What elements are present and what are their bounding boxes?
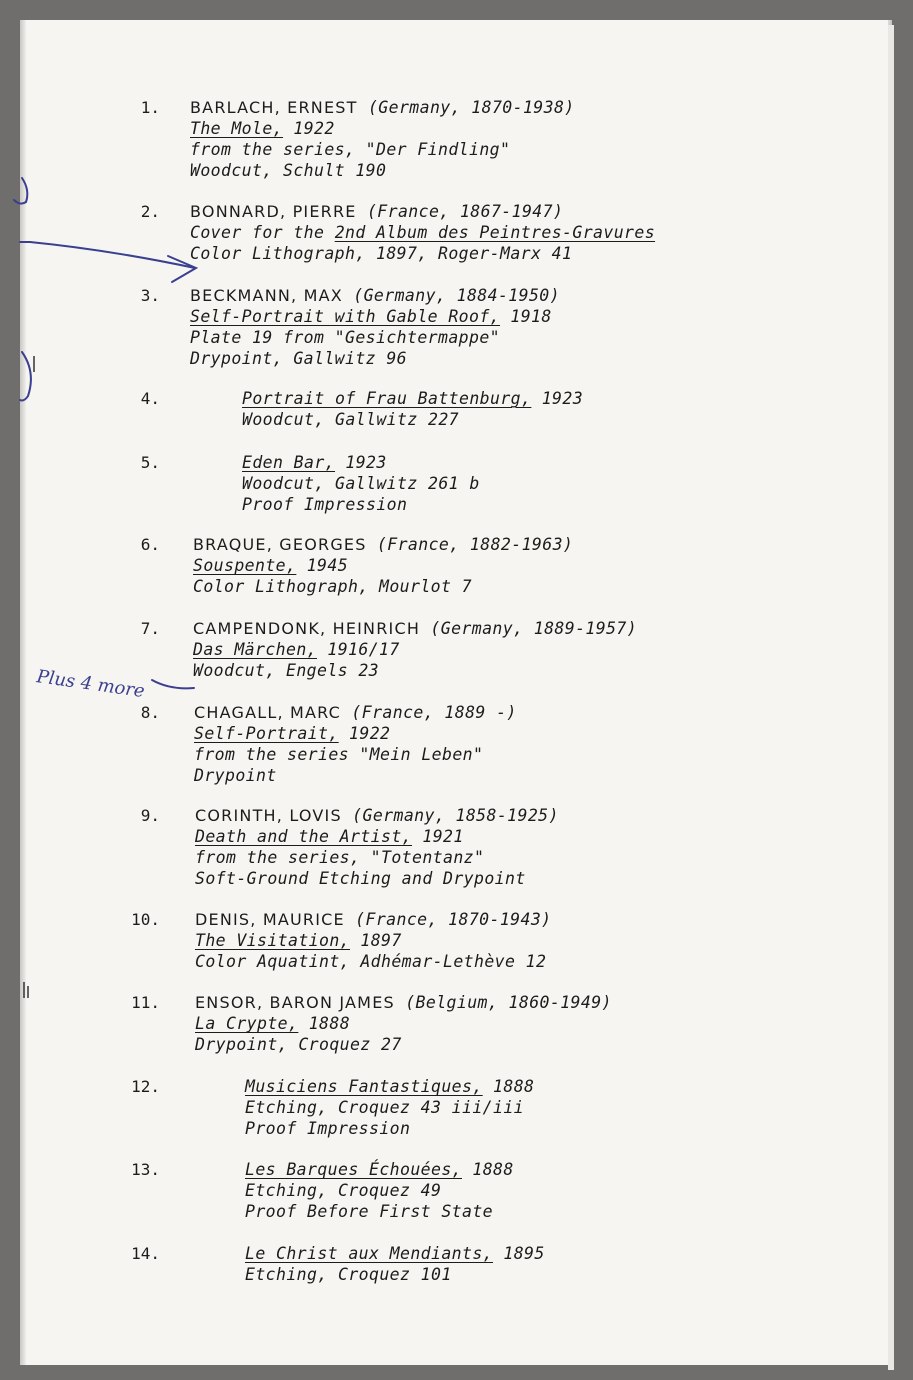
work-year: 1895 [503, 1244, 545, 1263]
entry-number: 3. [140, 286, 160, 305]
work-year: 1921 [422, 827, 464, 846]
work-detail-line: from the series, "Totentanz" [195, 848, 485, 867]
artist-details: (France, 1867-1947) [366, 202, 564, 221]
entry-number: 7. [140, 619, 160, 638]
artist-name: CORINTH, LOVIS [195, 806, 342, 825]
artist-details: (Germany, 1858-1925) [352, 806, 559, 825]
work-detail-line: Proof Impression [245, 1119, 411, 1138]
work-title: Souspente, [193, 556, 297, 575]
work-title: The Mole, [190, 119, 284, 138]
artist-details: (France, 1870-1943) [355, 910, 552, 929]
work-year: 1922 [349, 724, 391, 743]
work-detail-line: Woodcut, Gallwitz 261 b [242, 474, 480, 493]
entry-number: 5. [140, 453, 160, 472]
artist-name: CHAGALL, MARC [194, 703, 342, 722]
work-detail-line: Drypoint [194, 766, 277, 785]
work-detail-line: Woodcut, Engels 23 [193, 661, 380, 680]
work-year: 1888 [308, 1014, 351, 1033]
artist-name: BONNARD, PIERRE [190, 202, 357, 221]
work-detail-line: Plate 19 from "Gesichtermappe" [190, 328, 501, 347]
entry-number: 13. [131, 1160, 160, 1179]
artist-details: (Germany, 1884-1950) [353, 286, 560, 305]
work-detail-line: Proof Impression [242, 495, 408, 514]
work-detail-line: Drypoint, Croquez 27 [195, 1035, 402, 1054]
entry-number: 10. [131, 910, 160, 929]
artist-name: CAMPENDONK, HEINRICH [193, 619, 421, 638]
work-title: Les Barques Échouées, [245, 1160, 463, 1179]
note-underline [152, 680, 194, 688]
artist-details: (France, 1882-1963) [376, 535, 574, 554]
work-detail-line: Etching, Croquez 43 iii/iii [245, 1098, 525, 1117]
artist-name: BARLACH, ERNEST [190, 98, 358, 117]
work-year: 1922 [293, 119, 335, 138]
margin-mark-top [14, 178, 27, 204]
artist-details: (France, 1889 -) [351, 703, 517, 722]
entry-number: 9. [140, 806, 160, 825]
work-title: Portrait of Frau Battenburg, [242, 389, 532, 408]
entry-number: 6. [140, 535, 160, 554]
entry-number: 2. [140, 202, 160, 221]
work-title: 2nd Album des Peintres-Gravures [334, 223, 656, 242]
work-year: 1918 [510, 307, 552, 326]
handwritten-note: Plus 4 more [35, 666, 146, 703]
artist-details: (Germany, 1889-1957) [430, 619, 638, 638]
work-detail-line: Drypoint, Gallwitz 96 [190, 349, 408, 368]
work-title: The Visitation, [195, 931, 351, 950]
work-title: Musiciens Fantastiques, [245, 1077, 483, 1096]
artist-details: (Belgium, 1860-1949) [405, 993, 612, 1012]
work-year: 1897 [360, 931, 402, 950]
work-detail-line: Proof Before First State [245, 1202, 494, 1221]
work-year: 1945 [306, 556, 349, 575]
work-detail-line: Woodcut, Schult 190 [190, 161, 387, 180]
work-year: 1923 [345, 453, 387, 472]
entry-number: 12. [131, 1077, 160, 1096]
work-title: La Crypte, [195, 1014, 299, 1033]
work-title: Death and the Artist, [195, 827, 413, 846]
work-detail-line: Color Aquatint, Adhémar-Lethève 12 [195, 952, 547, 971]
work-title: Eden Bar, [242, 453, 336, 472]
work-year: 1888 [493, 1077, 535, 1096]
work-year: 1923 [541, 389, 584, 408]
artist-name: DENIS, MAURICE [195, 910, 345, 929]
work-detail-line: Soft-Ground Etching and Drypoint [195, 869, 526, 888]
work-detail-line: Color Lithograph, Mourlot 7 [193, 577, 473, 596]
margin-bracket [20, 352, 31, 401]
artist-name: BECKMANN, MAX [190, 286, 343, 305]
entry-number: 11. [131, 993, 160, 1012]
work-title: Self-Portrait with Gable Roof, [190, 307, 501, 326]
work-title: Le Christ aux Mendiants, [245, 1244, 494, 1263]
work-detail-line: Color Lithograph, 1897, Roger-Marx 41 [190, 244, 573, 263]
pointer-arrow [30, 242, 195, 268]
work-title: Self-Portrait, [194, 724, 339, 743]
work-detail-line: Woodcut, Gallwitz 227 [242, 410, 460, 429]
artist-details: (Germany, 1870-1938) [367, 98, 575, 117]
work-title: Das Märchen, [193, 640, 318, 659]
entry-number: 14. [131, 1244, 160, 1263]
entry-number: 1. [140, 98, 160, 117]
work-year: 1888 [472, 1160, 514, 1179]
entry-number: 4. [140, 389, 160, 408]
work-detail-line: Etching, Croquez 49 [245, 1181, 442, 1200]
work-detail-line: from the series "Mein Leben" [194, 745, 484, 764]
work-year: 1916/17 [327, 640, 400, 659]
work-detail-line: from the series, "Der Findling" [190, 140, 511, 159]
entry-number: 8. [140, 703, 160, 722]
work-detail-line: Etching, Croquez 101 [245, 1265, 452, 1284]
title-prefix: Cover for the [190, 223, 325, 242]
artist-name: ENSOR, BARON JAMES [195, 993, 395, 1012]
artist-name: BRAQUE, GEORGES [193, 535, 367, 554]
